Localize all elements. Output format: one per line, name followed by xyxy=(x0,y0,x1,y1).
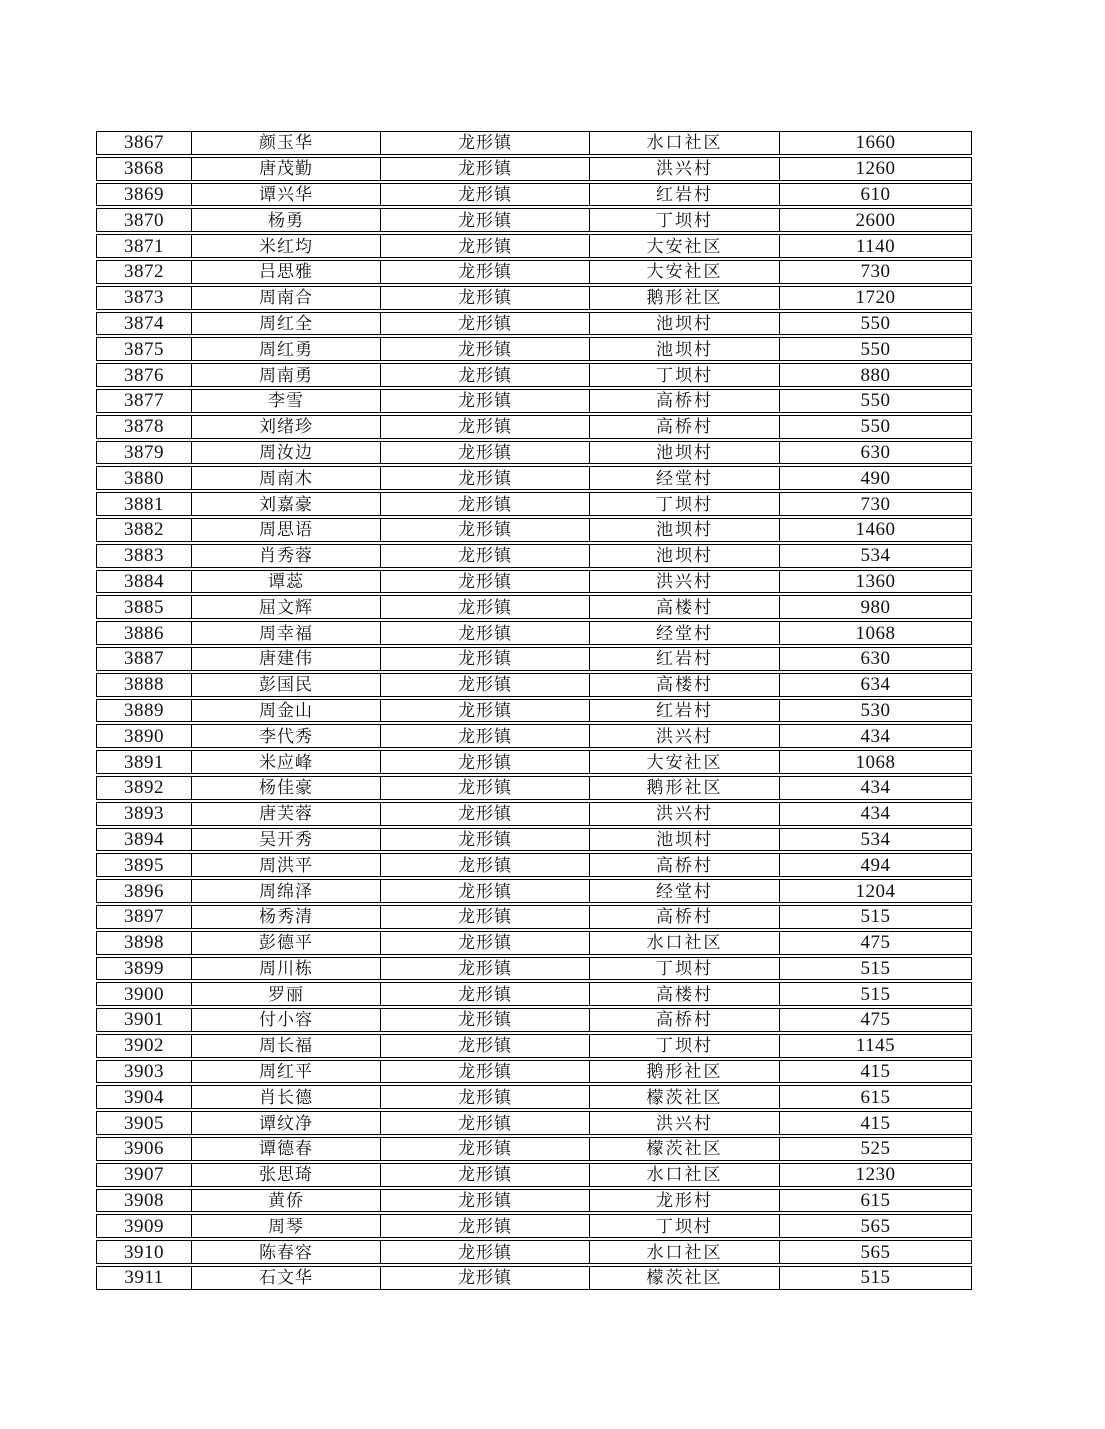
cell-town-name: 龙形镇 xyxy=(381,700,590,722)
cell-person-name: 李代秀 xyxy=(192,725,381,747)
cell-town-name: 龙形镇 xyxy=(381,261,590,283)
cell-amount-value: 1720 xyxy=(855,287,896,309)
cell-village-name: 洪兴村 xyxy=(590,725,780,747)
cell-amount-value: 494 xyxy=(860,854,891,876)
cell-person-name: 周南木 xyxy=(192,467,381,489)
cell-serial-number: 3902 xyxy=(97,1035,192,1057)
table-row xyxy=(96,286,972,310)
cell-town-name: 龙形镇 xyxy=(381,983,590,1005)
cell-village-name: 经堂村 xyxy=(590,622,780,644)
cell-town-name: 龙形镇 xyxy=(381,1215,590,1237)
cell-person-name: 谭蕊 xyxy=(192,571,381,593)
cell-town-name: 龙形镇 xyxy=(381,338,590,360)
cell-amount-value: 475 xyxy=(860,932,891,954)
table-row xyxy=(96,466,972,490)
cell-amount-value: 475 xyxy=(860,1009,891,1031)
cell-serial-number: 3872 xyxy=(97,261,192,283)
table-row xyxy=(96,879,972,903)
cell-amount-value: 490 xyxy=(860,467,891,489)
table-row xyxy=(96,802,972,826)
table-row xyxy=(96,1008,972,1032)
cell-town-name: 龙形镇 xyxy=(381,1061,590,1083)
cell-village-name: 大安社区 xyxy=(590,235,780,257)
cell-town-name: 龙形镇 xyxy=(381,751,590,773)
cell-serial-number: 3884 xyxy=(97,571,192,593)
cell-amount-value: 515 xyxy=(860,906,891,928)
table-row xyxy=(96,183,972,207)
cell-person-name: 彭德平 xyxy=(192,932,381,954)
table-row xyxy=(96,957,972,981)
table-row xyxy=(96,312,972,336)
cell-person-name: 刘绪珍 xyxy=(192,416,381,438)
cell-amount-value: 1068 xyxy=(855,622,896,644)
cell-amount-value: 550 xyxy=(860,338,891,360)
cell-person-name: 谭德春 xyxy=(192,1138,381,1160)
cell-person-name: 周川栋 xyxy=(192,958,381,980)
cell-person-name: 付小容 xyxy=(192,1009,381,1031)
cell-serial-number: 3910 xyxy=(97,1241,192,1263)
table-row xyxy=(96,518,972,542)
cell-amount-value: 1140 xyxy=(855,235,896,257)
cell-person-name: 杨勇 xyxy=(192,209,381,231)
cell-serial-number: 3869 xyxy=(97,184,192,206)
cell-person-name: 谭兴华 xyxy=(192,184,381,206)
cell-person-name: 周红平 xyxy=(192,1061,381,1083)
cell-person-name: 屈文辉 xyxy=(192,596,381,618)
subsidy-list-table xyxy=(96,131,972,1292)
cell-serial-number: 3905 xyxy=(97,1112,192,1134)
table-row xyxy=(96,828,972,852)
cell-town-name: 龙形镇 xyxy=(381,184,590,206)
cell-village-name: 大安社区 xyxy=(590,261,780,283)
cell-town-name: 龙形镇 xyxy=(381,1190,590,1212)
cell-person-name: 唐芙蓉 xyxy=(192,803,381,825)
table-row xyxy=(96,1266,972,1290)
cell-serial-number: 3879 xyxy=(97,442,192,464)
cell-person-name: 张思琦 xyxy=(192,1164,381,1186)
cell-village-name: 水口社区 xyxy=(590,1241,780,1263)
cell-person-name: 周长福 xyxy=(192,1035,381,1057)
cell-village-name: 水口社区 xyxy=(590,132,780,154)
cell-village-name: 红岩村 xyxy=(590,648,780,670)
cell-person-name: 周洪平 xyxy=(192,854,381,876)
cell-serial-number: 3900 xyxy=(97,983,192,1005)
cell-serial-number: 3890 xyxy=(97,725,192,747)
cell-village-name: 鹅形社区 xyxy=(590,287,780,309)
cell-amount-value: 525 xyxy=(860,1138,891,1160)
cell-amount-value: 630 xyxy=(860,648,891,670)
table-row xyxy=(96,1085,972,1109)
cell-amount-value: 515 xyxy=(860,983,891,1005)
table-row xyxy=(96,750,972,774)
table-row xyxy=(96,492,972,516)
cell-amount-value: 550 xyxy=(860,390,891,412)
cell-town-name: 龙形镇 xyxy=(381,1009,590,1031)
cell-village-name: 丁坝村 xyxy=(590,493,780,515)
cell-village-name: 水口社区 xyxy=(590,932,780,954)
cell-town-name: 龙形镇 xyxy=(381,854,590,876)
cell-town-name: 龙形镇 xyxy=(381,1112,590,1134)
cell-amount-value: 565 xyxy=(860,1215,891,1237)
cell-serial-number: 3870 xyxy=(97,209,192,231)
cell-person-name: 周南合 xyxy=(192,287,381,309)
table-row xyxy=(96,1163,972,1187)
cell-village-name: 池坝村 xyxy=(590,829,780,851)
cell-serial-number: 3898 xyxy=(97,932,192,954)
cell-amount-value: 615 xyxy=(860,1190,891,1212)
cell-serial-number: 3883 xyxy=(97,545,192,567)
cell-amount-value: 1360 xyxy=(855,570,896,592)
cell-town-name: 龙形镇 xyxy=(381,777,590,799)
cell-serial-number: 3873 xyxy=(97,287,192,309)
cell-person-name: 彭国民 xyxy=(192,674,381,696)
cell-person-name: 米应峰 xyxy=(192,751,381,773)
cell-person-name: 李雪 xyxy=(192,390,381,412)
cell-person-name: 罗丽 xyxy=(192,983,381,1005)
cell-amount-value: 1145 xyxy=(855,1035,896,1057)
cell-village-name: 高楼村 xyxy=(590,674,780,696)
table-row xyxy=(96,260,972,284)
cell-amount-value: 1460 xyxy=(855,519,896,541)
cell-serial-number: 3885 xyxy=(97,596,192,618)
cell-amount-value: 434 xyxy=(860,725,891,747)
table-row xyxy=(96,208,972,232)
cell-town-name: 龙形镇 xyxy=(381,313,590,335)
cell-person-name: 周琴 xyxy=(192,1215,381,1237)
cell-town-name: 龙形镇 xyxy=(381,519,590,541)
cell-village-name: 高桥村 xyxy=(590,854,780,876)
cell-village-name: 洪兴村 xyxy=(590,803,780,825)
cell-amount-value: 1660 xyxy=(855,132,896,154)
cell-serial-number: 3874 xyxy=(97,313,192,335)
cell-village-name: 经堂村 xyxy=(590,880,780,902)
cell-person-name: 颜玉华 xyxy=(192,132,381,154)
cell-serial-number: 3878 xyxy=(97,416,192,438)
cell-village-name: 池坝村 xyxy=(590,519,780,541)
cell-village-name: 洪兴村 xyxy=(590,1112,780,1134)
cell-village-name: 丁坝村 xyxy=(590,364,780,386)
cell-amount-value: 2600 xyxy=(855,209,896,231)
cell-town-name: 龙形镇 xyxy=(381,545,590,567)
cell-town-name: 龙形镇 xyxy=(381,493,590,515)
cell-amount-value: 610 xyxy=(860,183,891,205)
cell-person-name: 周汝边 xyxy=(192,442,381,464)
cell-town-name: 龙形镇 xyxy=(381,158,590,180)
cell-village-name: 鹅形社区 xyxy=(590,777,780,799)
cell-serial-number: 3889 xyxy=(97,700,192,722)
cell-serial-number: 3892 xyxy=(97,777,192,799)
cell-town-name: 龙形镇 xyxy=(381,1138,590,1160)
cell-amount-value: 415 xyxy=(860,1061,891,1083)
cell-village-name: 高桥村 xyxy=(590,416,780,438)
cell-amount-value: 1260 xyxy=(855,158,896,180)
cell-town-name: 龙形镇 xyxy=(381,1164,590,1186)
cell-serial-number: 3881 xyxy=(97,493,192,515)
cell-town-name: 龙形镇 xyxy=(381,725,590,747)
table-row xyxy=(96,776,972,800)
cell-serial-number: 3899 xyxy=(97,958,192,980)
cell-village-name: 高桥村 xyxy=(590,1009,780,1031)
cell-village-name: 大安社区 xyxy=(590,751,780,773)
cell-village-name: 池坝村 xyxy=(590,442,780,464)
cell-serial-number: 3867 xyxy=(97,132,192,154)
cell-village-name: 鹅形社区 xyxy=(590,1061,780,1083)
cell-village-name: 檬茨社区 xyxy=(590,1086,780,1108)
table-row xyxy=(96,699,972,723)
cell-amount-value: 880 xyxy=(860,364,891,386)
cell-person-name: 肖秀蓉 xyxy=(192,545,381,567)
cell-person-name: 吴开秀 xyxy=(192,829,381,851)
cell-village-name: 池坝村 xyxy=(590,545,780,567)
cell-person-name: 周绵泽 xyxy=(192,880,381,902)
cell-amount-value: 550 xyxy=(860,416,891,438)
cell-amount-value: 515 xyxy=(860,1267,891,1289)
table-row xyxy=(96,1137,972,1161)
cell-amount-value: 1068 xyxy=(855,751,896,773)
cell-town-name: 龙形镇 xyxy=(381,1267,590,1289)
cell-person-name: 陈春容 xyxy=(192,1241,381,1263)
cell-village-name: 水口社区 xyxy=(590,1164,780,1186)
cell-person-name: 周思语 xyxy=(192,519,381,541)
cell-amount-value: 1230 xyxy=(855,1164,896,1186)
table-row xyxy=(96,570,972,594)
cell-person-name: 刘嘉豪 xyxy=(192,493,381,515)
cell-village-name: 檬茨社区 xyxy=(590,1267,780,1289)
cell-village-name: 高桥村 xyxy=(590,390,780,412)
table-row xyxy=(96,905,972,929)
table-row xyxy=(96,389,972,413)
cell-serial-number: 3909 xyxy=(97,1215,192,1237)
cell-village-name: 池坝村 xyxy=(590,313,780,335)
cell-serial-number: 3882 xyxy=(97,519,192,541)
cell-village-name: 高桥村 xyxy=(590,906,780,928)
cell-serial-number: 3911 xyxy=(97,1267,192,1289)
cell-amount-value: 550 xyxy=(860,312,891,334)
cell-amount-value: 1204 xyxy=(855,880,896,902)
cell-serial-number: 3876 xyxy=(97,364,192,386)
cell-village-name: 池坝村 xyxy=(590,338,780,360)
cell-town-name: 龙形镇 xyxy=(381,132,590,154)
cell-person-name: 肖长德 xyxy=(192,1086,381,1108)
table-row xyxy=(96,724,972,748)
cell-serial-number: 3906 xyxy=(97,1138,192,1160)
cell-amount-value: 565 xyxy=(860,1241,891,1263)
cell-town-name: 龙形镇 xyxy=(381,829,590,851)
cell-serial-number: 3907 xyxy=(97,1164,192,1186)
cell-town-name: 龙形镇 xyxy=(381,287,590,309)
cell-town-name: 龙形镇 xyxy=(381,1241,590,1263)
cell-amount-value: 730 xyxy=(860,261,891,283)
cell-serial-number: 3891 xyxy=(97,751,192,773)
cell-amount-value: 980 xyxy=(860,596,891,618)
cell-amount-value: 615 xyxy=(860,1086,891,1108)
cell-person-name: 石文华 xyxy=(192,1267,381,1289)
cell-amount-value: 534 xyxy=(860,828,891,850)
cell-serial-number: 3896 xyxy=(97,880,192,902)
table-row xyxy=(96,1214,972,1238)
table-row xyxy=(96,1060,972,1084)
table-row xyxy=(96,1034,972,1058)
cell-town-name: 龙形镇 xyxy=(381,596,590,618)
cell-person-name: 唐茂勤 xyxy=(192,158,381,180)
cell-amount-value: 634 xyxy=(860,674,891,696)
cell-village-name: 丁坝村 xyxy=(590,958,780,980)
table-row xyxy=(96,647,972,671)
cell-town-name: 龙形镇 xyxy=(381,364,590,386)
cell-village-name: 丁坝村 xyxy=(590,1035,780,1057)
cell-serial-number: 3904 xyxy=(97,1086,192,1108)
cell-person-name: 黄侨 xyxy=(192,1190,381,1212)
cell-town-name: 龙形镇 xyxy=(381,803,590,825)
cell-village-name: 高楼村 xyxy=(590,983,780,1005)
table-row xyxy=(96,131,972,155)
table-row xyxy=(96,1111,972,1135)
cell-village-name: 红岩村 xyxy=(590,700,780,722)
cell-person-name: 周红全 xyxy=(192,313,381,335)
cell-serial-number: 3868 xyxy=(97,158,192,180)
cell-serial-number: 3886 xyxy=(97,622,192,644)
cell-serial-number: 3895 xyxy=(97,854,192,876)
cell-village-name: 龙形村 xyxy=(590,1190,780,1212)
cell-serial-number: 3877 xyxy=(97,390,192,412)
cell-village-name: 洪兴村 xyxy=(590,158,780,180)
cell-village-name: 高楼村 xyxy=(590,596,780,618)
table-row xyxy=(96,621,972,645)
cell-person-name: 杨佳豪 xyxy=(192,777,381,799)
cell-person-name: 谭纹净 xyxy=(192,1112,381,1134)
table-row xyxy=(96,982,972,1006)
cell-serial-number: 3901 xyxy=(97,1009,192,1031)
cell-person-name: 吕思雅 xyxy=(192,261,381,283)
cell-town-name: 龙形镇 xyxy=(381,648,590,670)
cell-amount-value: 415 xyxy=(860,1112,891,1134)
cell-amount-value: 730 xyxy=(860,493,891,515)
cell-person-name: 周金山 xyxy=(192,700,381,722)
cell-serial-number: 3880 xyxy=(97,467,192,489)
table-row xyxy=(96,1189,972,1213)
cell-amount-value: 434 xyxy=(860,777,891,799)
cell-person-name: 周红勇 xyxy=(192,338,381,360)
cell-town-name: 龙形镇 xyxy=(381,442,590,464)
table-row xyxy=(96,853,972,877)
cell-town-name: 龙形镇 xyxy=(381,1086,590,1108)
cell-town-name: 龙形镇 xyxy=(381,674,590,696)
cell-town-name: 龙形镇 xyxy=(381,467,590,489)
cell-town-name: 龙形镇 xyxy=(381,906,590,928)
table-row xyxy=(96,363,972,387)
cell-person-name: 周幸福 xyxy=(192,622,381,644)
cell-person-name: 米红均 xyxy=(192,235,381,257)
table-row xyxy=(96,234,972,258)
table-row xyxy=(96,931,972,955)
cell-serial-number: 3894 xyxy=(97,829,192,851)
cell-person-name: 唐建伟 xyxy=(192,648,381,670)
cell-serial-number: 3887 xyxy=(97,648,192,670)
cell-amount-value: 434 xyxy=(860,803,891,825)
cell-town-name: 龙形镇 xyxy=(381,880,590,902)
cell-town-name: 龙形镇 xyxy=(381,932,590,954)
table-row xyxy=(96,595,972,619)
cell-town-name: 龙形镇 xyxy=(381,390,590,412)
cell-serial-number: 3888 xyxy=(97,674,192,696)
cell-town-name: 龙形镇 xyxy=(381,235,590,257)
cell-town-name: 龙形镇 xyxy=(381,1035,590,1057)
cell-village-name: 经堂村 xyxy=(590,467,780,489)
cell-serial-number: 3871 xyxy=(97,235,192,257)
table-row xyxy=(96,415,972,439)
table-row xyxy=(96,157,972,181)
cell-town-name: 龙形镇 xyxy=(381,622,590,644)
cell-serial-number: 3908 xyxy=(97,1190,192,1212)
cell-amount-value: 530 xyxy=(860,699,891,721)
cell-village-name: 洪兴村 xyxy=(590,571,780,593)
cell-serial-number: 3897 xyxy=(97,906,192,928)
cell-town-name: 龙形镇 xyxy=(381,416,590,438)
cell-amount-value: 534 xyxy=(860,545,891,567)
table-row xyxy=(96,544,972,568)
cell-village-name: 檬茨社区 xyxy=(590,1138,780,1160)
cell-serial-number: 3875 xyxy=(97,338,192,360)
table-row xyxy=(96,441,972,465)
cell-town-name: 龙形镇 xyxy=(381,571,590,593)
cell-town-name: 龙形镇 xyxy=(381,209,590,231)
cell-amount-value: 630 xyxy=(860,441,891,463)
cell-serial-number: 3893 xyxy=(97,803,192,825)
cell-village-name: 红岩村 xyxy=(590,184,780,206)
cell-village-name: 丁坝村 xyxy=(590,209,780,231)
cell-person-name: 周南勇 xyxy=(192,364,381,386)
table-row xyxy=(96,1240,972,1264)
cell-town-name: 龙形镇 xyxy=(381,958,590,980)
cell-amount-value: 515 xyxy=(860,957,891,979)
table-row xyxy=(96,337,972,361)
cell-village-name: 丁坝村 xyxy=(590,1215,780,1237)
table-row xyxy=(96,673,972,697)
cell-person-name: 杨秀清 xyxy=(192,906,381,928)
cell-serial-number: 3903 xyxy=(97,1061,192,1083)
